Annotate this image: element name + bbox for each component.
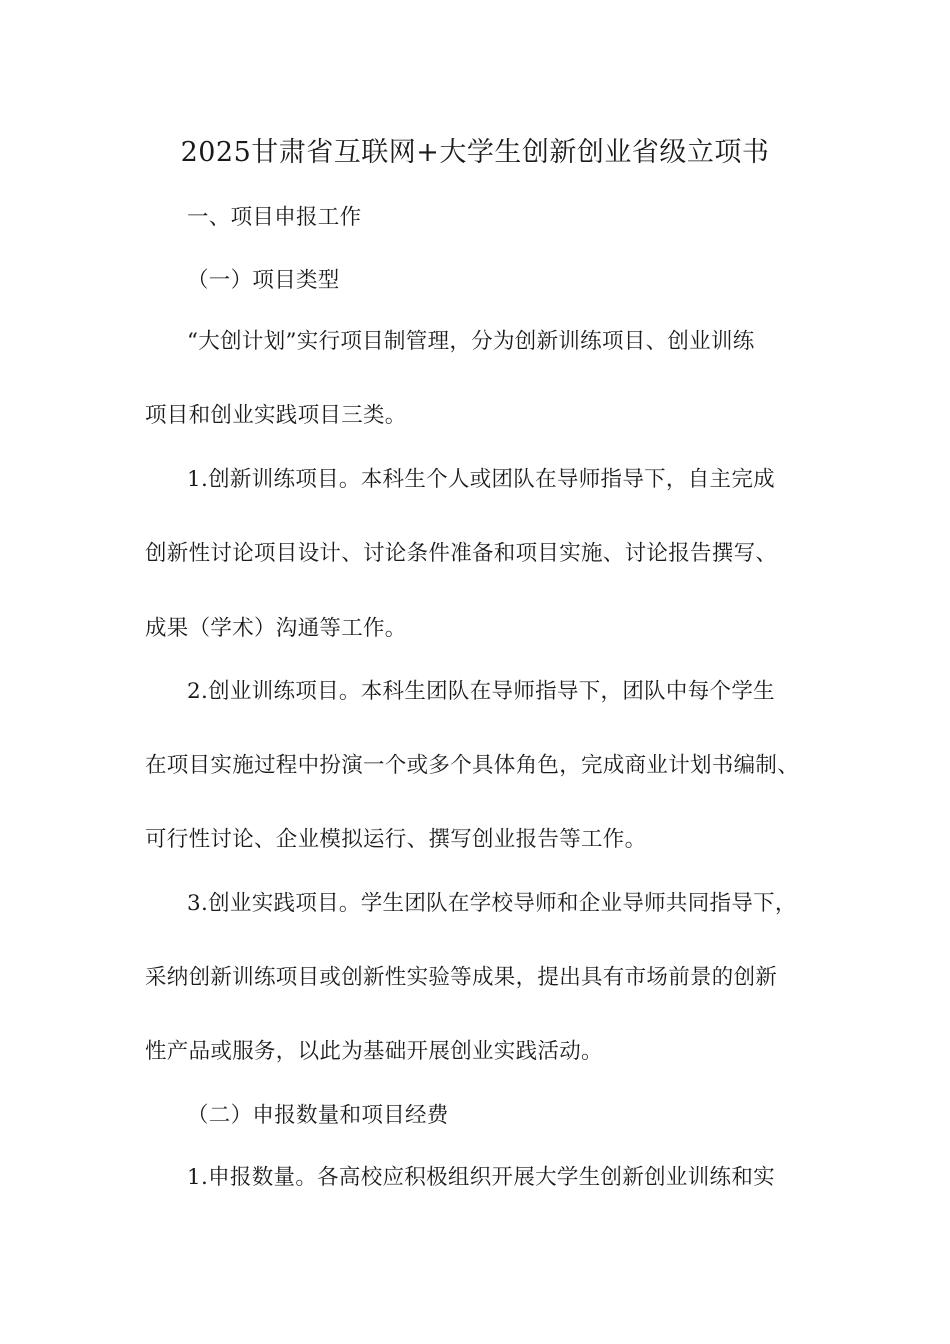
paragraph-line: 2.创业训练项目。本科生团队在导师指导下，团队中每个学生 (187, 679, 775, 704)
paragraph-line: 项目和创业实践项目三类。 (145, 403, 407, 428)
section-heading-1: 一、项目申报工作 (187, 205, 362, 230)
paragraph-line: 创新性讨论项目设计、讨论条件准备和项目实施、讨论报告撰写、 (145, 541, 778, 566)
paragraph-line: 成果（学术）沟通等工作。 (145, 616, 407, 641)
paragraph-line: 性产品或服务，以此为基础开展创业实践活动。 (145, 1039, 603, 1064)
paragraph-line: 1.申报数量。各高校应积极组织开展大学生创新创业训练和实 (187, 1165, 775, 1190)
document-title: 2025甘肃省互联网+大学生创新创业省级立项书 (180, 137, 770, 168)
paragraph-line: 1.创新训练项目。本科生个人或团队在导师指导下，自主完成 (187, 467, 775, 492)
paragraph-line: 3.创业实践项目。学生团队在学校导师和企业导师共同指导下， (187, 891, 797, 916)
paragraph-line: 采纳创新训练项目或创新性实验等成果，提出具有市场前景的创新 (145, 965, 778, 990)
paragraph-line: 可行性讨论、企业模拟运行、撰写创业报告等工作。 (145, 827, 647, 852)
paragraph-line: “大创计划”实行项目制管理，分为创新训练项目、创业训练 (187, 329, 755, 354)
subsection-heading-2: （二）申报数量和项目经费 (187, 1103, 449, 1128)
subsection-heading-1: （一）项目类型 (187, 268, 340, 293)
paragraph-line: 在项目实施过程中扮演一个或多个具体角色，完成商业计划书编制、 (145, 753, 800, 778)
